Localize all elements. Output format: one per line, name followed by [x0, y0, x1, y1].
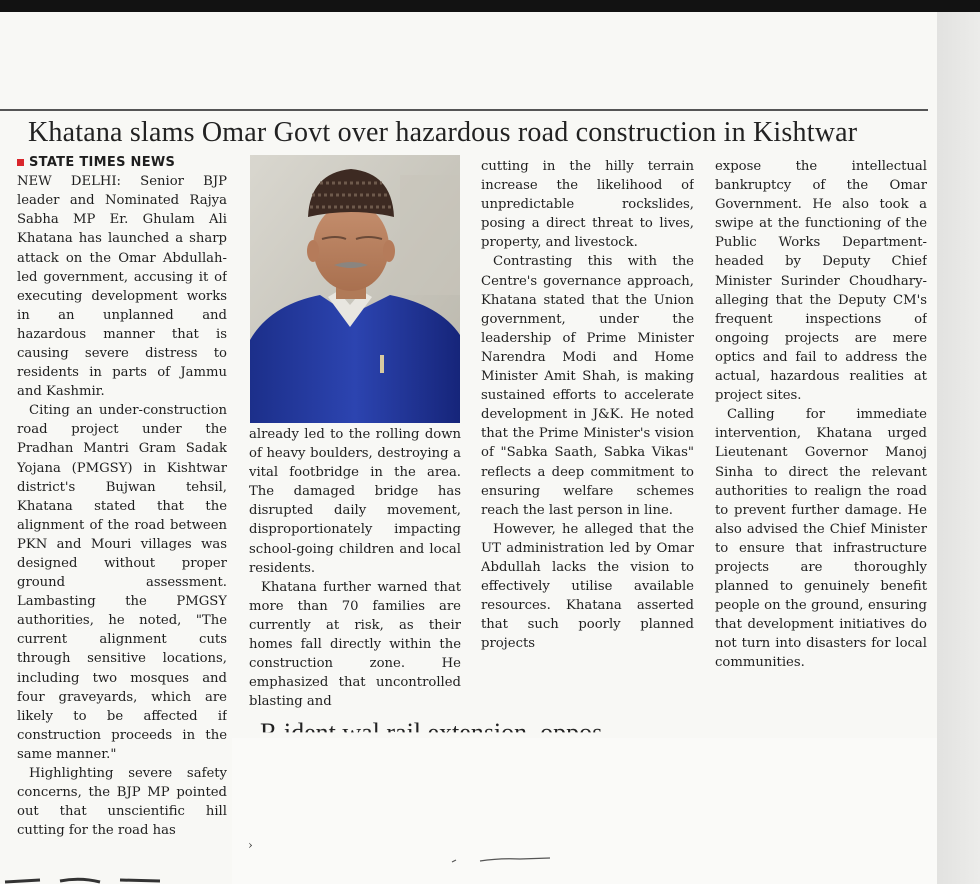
portrait-illustration [250, 155, 460, 423]
cropped-blank-area [232, 738, 937, 884]
paragraph: However, he alleged that the UT administration led by Omar Abdullah lacks the vision to effectively utilise available resources. Khatana asserted that such poorly planned projects [481, 521, 694, 652]
paragraph: cutting in the hilly terrain increase the likelihood of unpredictable rockslides, posing a direct threat to lives, property, and livestock. [481, 159, 694, 251]
paragraph: Calling for immediate intervention, Khatana urged Lieutenant Governor Manoj Sinha to direct the relevant authorities to realign the road to prevent further damage. He also advised the Chief Minister to ensure that infrastructure projects are thoroughly planned to genuinely benefit people on the ground, ensuring that development initiatives do not turn into disasters for local communities. [715, 407, 927, 671]
article-column-2 [249, 425, 461, 715]
byline-text: STATE TIMES NEWS [29, 155, 176, 170]
paragraph: already led to the rolling down of heavy boulders, destroying a vital footbridge in the area. The damaged bridge has disrupted daily movement, disproportionately impacting school-going children and local residents. [249, 427, 461, 576]
print-scrap-mark [0, 874, 170, 884]
page-edge-shadow [937, 12, 980, 884]
print-scrap-mark [450, 856, 560, 864]
byline-bullet-icon [17, 159, 24, 166]
paragraph: Khatana further warned that more than 70 families are currently at risk, as their homes fall directly within the construction zone. He emphasized that uncontrolled blasting and [249, 579, 461, 710]
print-scrap-mark: › [248, 838, 253, 852]
paragraph: Citing an under-construction road project under the Pradhan Mantri Gram Sadak Yojana (PMGSY) in Kishtwar district's Bujwan tehsil, Khatana stated that the alignment of the road between PKN and Mouri villages was designed without proper ground assessment. Lambasting the PMGSY authorities, he noted, "The current alignment cuts through sensitive locations, including two mosques and four graveyards, which are likely to be affected if construction proceeds in the same manner." [17, 403, 227, 762]
article-photo [250, 155, 460, 423]
screen-top-bar [0, 0, 980, 12]
paragraph: expose the intellectual bankruptcy of the Omar Government. He also took a swipe at the functioning of the Public Works Department-headed by Deputy Chief Minister Surinder Choudhary-alleging that the Deputy CM's frequent inspections of ongoing projects are mere optics and fail to address the actual, hazardous realities at project sites. [715, 159, 927, 404]
article-column-1 [17, 153, 227, 863]
paragraph: Contrasting this with the Centre's governance approach, Khatana stated that the Union government, under the leadership of Prime Minister Narendra Modi and Home Minister Amit Shah, is making sustained efforts to accelerate development in J&K. He noted that the Prime Minister's vision of "Sabka Saath, Sabka Vikas" reflects a deep commitment to ensuring welfare schemes reach the last person in line. [481, 254, 694, 518]
article-headline: Khatana slams Omar Govt over hazardous road construction in Kishtwar [28, 117, 858, 148]
byline [17, 153, 175, 172]
paragraph: NEW DELHI: Senior BJP leader and Nominated Rajya Sabha MP Er. Ghulam Ali Khatana has launched a sharp attack on the Omar Abdullah-led government, accusing it of executing development works in an unplanned and hazardous manner that is causing severe distress to residents in parts of Jammu and Kashmir. [17, 174, 227, 400]
headline-rule [0, 109, 928, 111]
paragraph: Highlighting severe safety concerns, the BJP MP pointed out that unscientific hill cutting for the road has [17, 766, 227, 839]
article-column-4 [715, 157, 927, 715]
article-column-3 [481, 157, 694, 715]
